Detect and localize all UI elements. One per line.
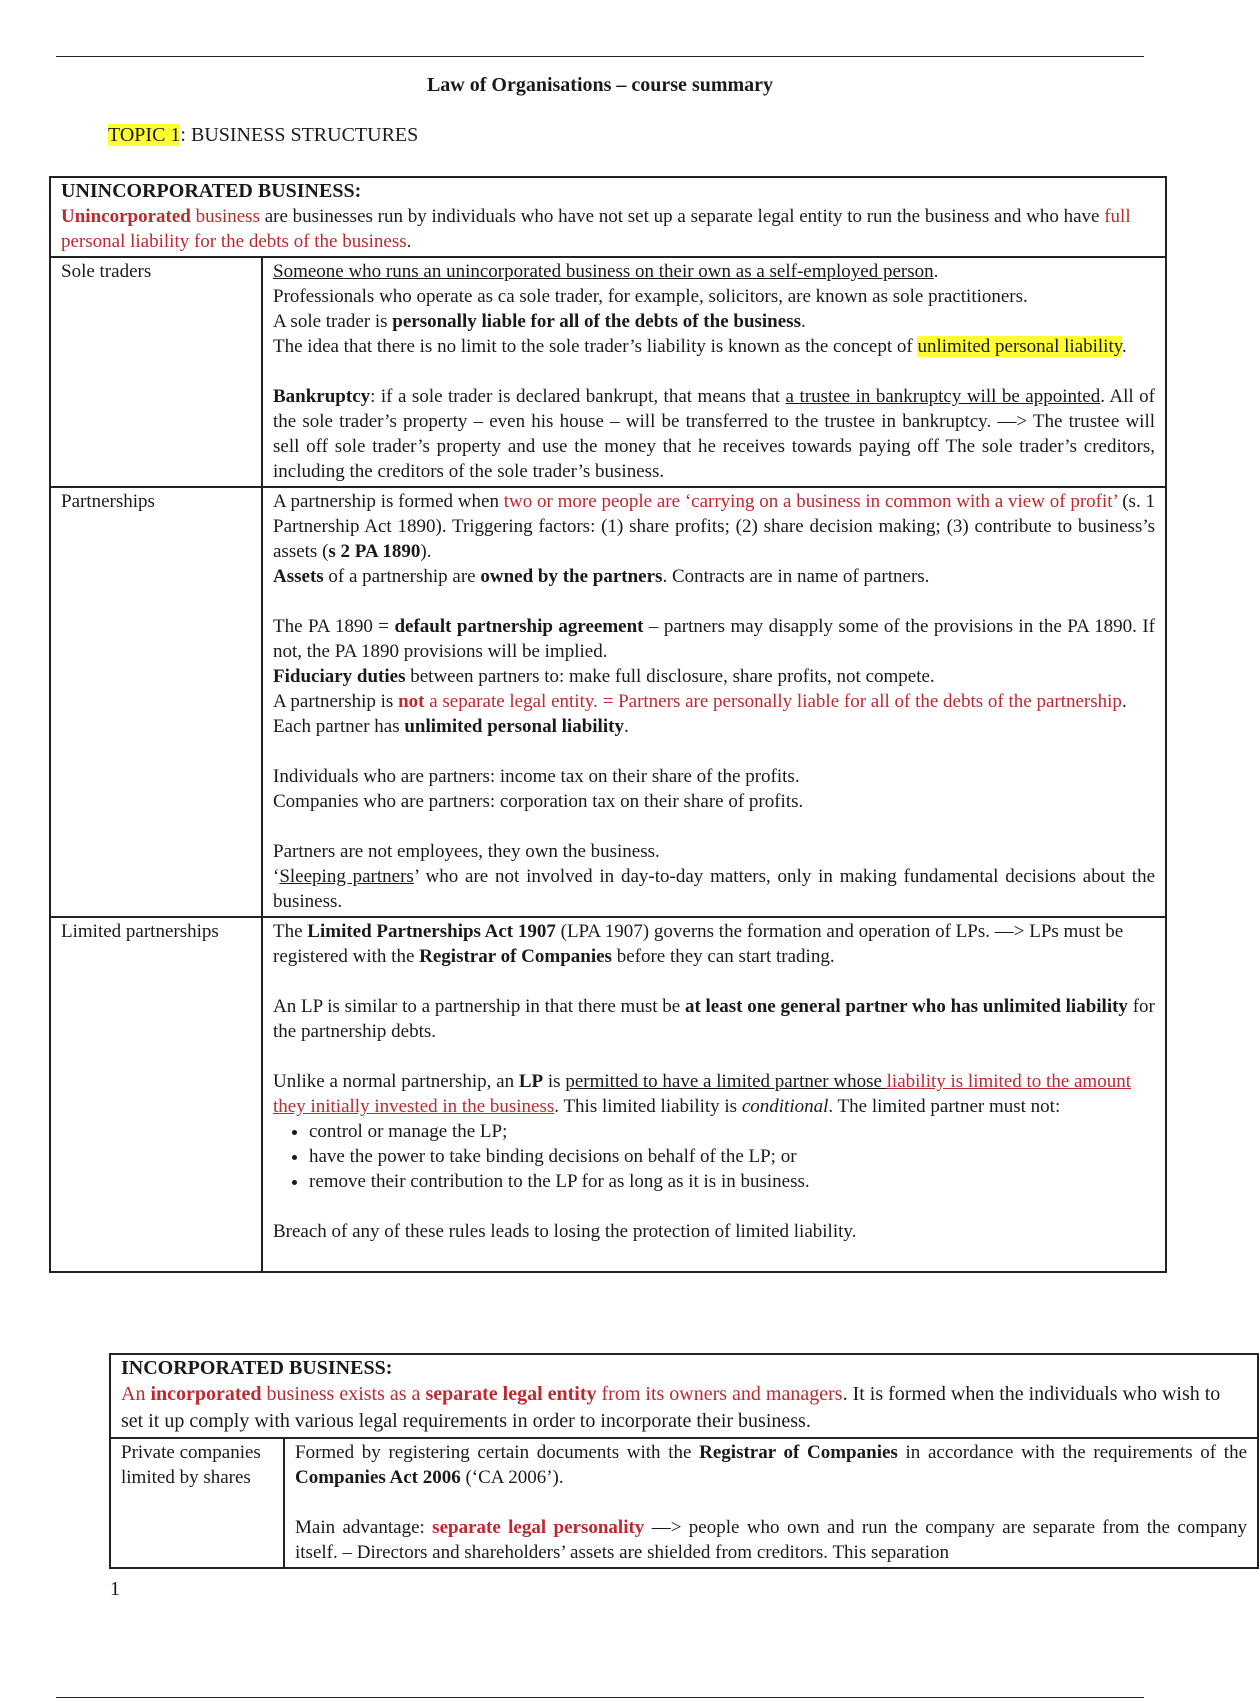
- sole-liable-b: personally liable for all of the debts of the business: [392, 311, 801, 332]
- unincorporated-table: [49, 176, 1167, 1273]
- lp-conditions-list: [273, 1119, 1155, 1194]
- partnerships-label: Partnerships: [50, 487, 262, 917]
- bankruptcy-term: Bankruptcy: [273, 386, 371, 407]
- priv-a: Formed by registering certain documents with the: [295, 1442, 700, 1463]
- private-companies-content: [284, 1438, 1258, 1568]
- pship-tax-companies: Companies who are partners: corporation tax on their share of profits.: [273, 791, 804, 812]
- inc-b: incorporated: [150, 1383, 262, 1405]
- lp-limited-e: . The limited partner must not:: [828, 1096, 1061, 1117]
- lp-breach: Breach of any of these rules leads to losing the protection of limited liability.: [273, 1221, 857, 1242]
- pship-entity-b: unlimited personal liability: [404, 716, 624, 737]
- pship-pa-c: – partners may disapply some of the provisions in the PA 1890. If not, the PA 1890 provisions will be implied.: [273, 616, 1155, 662]
- pship-sleeping-open: ‘: [273, 866, 280, 887]
- bankruptcy-trustee: a trustee in bankruptcy will be appointed: [785, 386, 1101, 407]
- table-row: [50, 257, 1166, 487]
- page-number: 1: [110, 1578, 120, 1600]
- pship-entity-d: .: [623, 716, 629, 737]
- inc-e: from its owners and managers: [596, 1383, 843, 1405]
- pship-def-b: (s. 1 Partnership Act 1890). Triggering factors: (1) share profits; (2) share decision making; (3) contribute to business’s assets (: [273, 491, 1155, 562]
- sole-def: Someone who runs an unincorporated business on their own as a self-employed person: [273, 261, 934, 282]
- pship-def-red: two or more people are ‘carrying on a business in common with a view of profit’: [503, 491, 1118, 512]
- pship-sleeping-term: Sleeping partners: [279, 866, 414, 887]
- lp-act-e: before they can start trading.: [611, 946, 835, 967]
- lp-act-b: Limited Partnerships Act 1907: [307, 921, 556, 942]
- intro-term: Unincorporated: [61, 206, 191, 227]
- sole-def-end: .: [933, 261, 939, 282]
- lp-limited-u: permitted to have a limited partner whose: [565, 1071, 887, 1092]
- pship-entity-not: not: [398, 691, 425, 712]
- inc-f: . It is formed when the individuals who wish to set it up comply with various legal requirements in order to incorporate their business.: [121, 1383, 1221, 1432]
- sole-unlimited-c: .: [1122, 336, 1127, 357]
- sole-traders-label: Sole traders: [50, 257, 262, 487]
- partnerships-content: [262, 487, 1166, 917]
- private-companies-label: Private companies limited by shares: [110, 1438, 284, 1568]
- pship-assets-b: owned by the partners: [480, 566, 663, 587]
- pship-entity-c: . Each partner has: [273, 691, 1127, 737]
- table-row: [110, 1438, 1258, 1568]
- limited-partnerships-label: Limited partnerships: [50, 917, 262, 1272]
- inc-d: separate legal entity: [425, 1383, 597, 1405]
- pship-pa-a: The PA 1890 =: [273, 616, 395, 637]
- sole-unlimited-hl: unlimited personal liability: [917, 336, 1123, 357]
- pship-entity-red: a separate legal entity. = Partners are personally liable for all of the debts of the partnership: [424, 691, 1122, 712]
- pship-assets-c: . Contracts are in name of partners.: [662, 566, 930, 587]
- pship-entity-a: A partnership is: [273, 691, 399, 712]
- priv-adv-c: —> people who own and run the company are separate from the company itself. – Directors and shareholders’ assets are shielded from creditors. This separation: [295, 1517, 1247, 1563]
- inc-a: An: [121, 1383, 151, 1405]
- lp-limited-d: . This limited liability is: [554, 1096, 742, 1117]
- incorporated-heading: INCORPORATED BUSINESS:: [121, 1357, 393, 1379]
- pship-pa-b: default partnership agreement: [394, 616, 644, 637]
- pship-assets-a: of a partnership are: [323, 566, 481, 587]
- sole-traders-content: [262, 257, 1166, 487]
- bankruptcy-c: . All of the sole trader’s property – even his house – will be transferred to the trustee in bankruptcy. —> The trustee will sell off sole trader’s property and use the money that he receives towards paying off The sole trader’s creditors, including the creditors of the sole trader’s business.: [273, 386, 1156, 482]
- topic-heading: [108, 124, 418, 147]
- lp-limited-b: LP: [518, 1071, 544, 1092]
- lp-general-a: An LP is similar to a partnership in that there must be: [273, 996, 685, 1017]
- topic-name: : BUSINESS STRUCTURES: [180, 124, 419, 146]
- pship-fiduciary-term: Fiduciary duties: [273, 666, 406, 687]
- lp-general-c: for the partnership debts.: [273, 996, 1155, 1042]
- limited-partnerships-content: [262, 917, 1166, 1272]
- pship-def-c: ).: [420, 541, 432, 562]
- list-item: • remove their contribution to the LP for as long as it is in business.: [309, 1169, 1155, 1194]
- intro-end: .: [406, 231, 412, 252]
- incorporated-section: [0, 1340, 1248, 1570]
- priv-d: Companies Act 2006: [295, 1467, 461, 1488]
- priv-b: Registrar of Companies: [699, 1442, 898, 1463]
- intro-term-rest: business: [190, 206, 260, 227]
- lp-limited-ur: liability is limited to the amount they initially invested in the business: [273, 1071, 1131, 1117]
- lp-act-c: (LPA 1907) governs the formation and operation of LPs. —> LPs must be registered with the: [273, 921, 1124, 967]
- unincorporated-intro: [61, 204, 1155, 254]
- lp-general-b: at least one general partner who has unlimited liability: [684, 996, 1128, 1017]
- sole-liable-a: A sole trader is: [273, 311, 393, 332]
- intro-liability: full personal liability for the debts of the business: [61, 206, 1131, 252]
- sole-unlimited-a: The idea that there is no limit to the sole trader’s liability is known as the concept of: [273, 336, 918, 357]
- unincorporated-heading: UNINCORPORATED BUSINESS:: [61, 180, 362, 202]
- pship-def-bold: s 2 PA 1890: [328, 541, 421, 562]
- sole-practitioners: Professionals who operate as ca sole trader, for example, solicitors, are known as sole practitioners.: [273, 286, 1028, 307]
- intro-text: are businesses run by individuals who have not set up a separate legal entity to run the business and who have: [259, 206, 1105, 227]
- lp-limited-i: conditional: [741, 1096, 829, 1117]
- topic-label: TOPIC 1: [108, 124, 181, 146]
- bottom-rule: [56, 1697, 1144, 1698]
- sole-liable-c: .: [800, 311, 806, 332]
- priv-c: in accordance with the requirements of the: [897, 1442, 1248, 1463]
- pship-def-a: A partnership is formed when: [273, 491, 504, 512]
- incorporated-intro: [121, 1381, 1247, 1435]
- pship-sleeping-b: ’ who are not involved in day-to-day matters, only in making fundamental decisions about the business.: [273, 866, 1155, 912]
- priv-adv-b: separate legal personality: [432, 1517, 645, 1538]
- table-row: [50, 917, 1166, 1272]
- pship-assets-term: Assets: [273, 566, 324, 587]
- priv-adv-a: Main advantage:: [295, 1517, 433, 1538]
- pship-not-employees: Partners are not employees, they own the business.: [273, 841, 660, 862]
- incorporated-header-cell: [110, 1354, 1258, 1438]
- lp-limited-a: Unlike a normal partnership, an: [273, 1071, 519, 1092]
- pship-tax-individuals: Individuals who are partners: income tax on their share of the profits.: [273, 766, 800, 787]
- list-item: • control or manage the LP;: [309, 1119, 1155, 1144]
- list-item: • have the power to take binding decisions on behalf of the LP; or: [309, 1144, 1155, 1169]
- bankruptcy-a: : if a sole trader is declared bankrupt, that means that: [370, 386, 786, 407]
- document-title: Law of Organisations – course summary: [426, 74, 774, 96]
- incorporated-table: [109, 1353, 1259, 1569]
- priv-e: (‘CA 2006’).: [460, 1467, 564, 1488]
- top-rule: [56, 56, 1144, 57]
- unincorporated-header-cell: [50, 177, 1166, 257]
- lp-limited-c: is: [543, 1071, 566, 1092]
- table-row: [50, 487, 1166, 917]
- lp-act-d: Registrar of Companies: [419, 946, 612, 967]
- pship-fiduciary-c: between partners to: make full disclosure, share profits, not compete.: [405, 666, 935, 687]
- inc-c: business exists as a: [261, 1383, 426, 1405]
- lp-act-a: The: [273, 921, 308, 942]
